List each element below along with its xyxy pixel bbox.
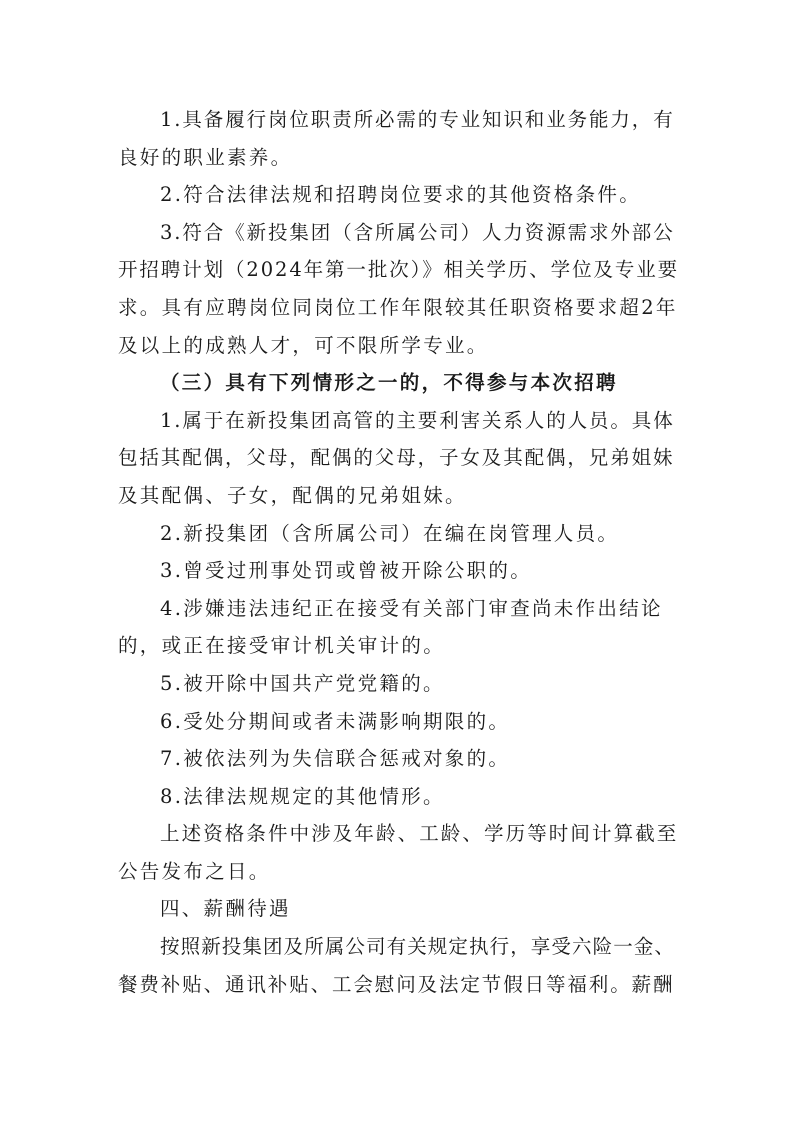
paragraph-line-15: 的，或正在接受审计机关审计的。: [118, 634, 446, 658]
paragraph-line-6: 求。具有应聘岗位同岗位工作年限较其任职资格要求超2年: [118, 295, 678, 319]
document-body: [118, 101, 678, 1003]
paragraph-line-3: 2.符合法律法规和招聘岗位要求的其他资格条件。: [160, 183, 642, 207]
paragraph-line-12: 2.新投集团（含所属公司）在编在岗管理人员。: [160, 521, 620, 545]
paragraph-line-10: 包括其配偶，父母，配偶的父母，子女及其配偶，兄弟姐妹: [118, 446, 675, 470]
paragraph-line-14: 4.涉嫌违法违纪正在接受有关部门审查尚未作出结论: [160, 596, 663, 620]
paragraph-line-20: 上述资格条件中涉及年龄、工龄、学历等时间计算截至: [160, 822, 679, 846]
paragraph-line-21: 公告发布之日。: [118, 859, 271, 883]
section-heading-compensation: 四、薪酬待遇: [160, 897, 291, 921]
paragraph-line-19: 8.法律法规规定的其他情形。: [160, 784, 445, 808]
paragraph-line-17: 6.受处分期间或者未满影响期限的。: [160, 709, 511, 733]
paragraph-line-18: 7.被依法列为失信联合惩戒对象的。: [160, 747, 511, 771]
paragraph-line-2: 良好的职业素养。: [118, 145, 293, 169]
paragraph-line-9: 1.属于在新投集团高管的主要利害关系人的人员。具体: [160, 408, 675, 432]
paragraph-line-7: 及以上的成熟人才，可不限所学专业。: [118, 333, 489, 357]
paragraph-line-16: 5.被开除中国共产党党籍的。: [160, 671, 445, 695]
paragraph-line-5: 开招聘计划（2024年第一批次）》相关学历、学位及专业要: [118, 258, 680, 282]
section-heading-disqualifications: （三）具有下列情形之一的，不得参与本次招聘: [160, 371, 618, 395]
paragraph-line-13: 3.曾受过刑事处罚或曾被开除公职的。: [160, 559, 533, 583]
paragraph-line-23: 按照新投集团及所属公司有关规定执行，享受六险一金、: [160, 935, 676, 959]
paragraph-line-4: 3.符合《新投集团（含所属公司）人力资源需求外部公: [160, 220, 675, 244]
paragraph-line-11: 及其配偶、子女，配偶的兄弟姐妹。: [118, 483, 467, 507]
paragraph-line-1: 1.具备履行岗位职责所必需的专业知识和业务能力，有: [160, 108, 675, 131]
paragraph-line-24: 餐费补贴、通讯补贴、工会慰问及法定节假日等福利。薪酬: [118, 972, 675, 996]
